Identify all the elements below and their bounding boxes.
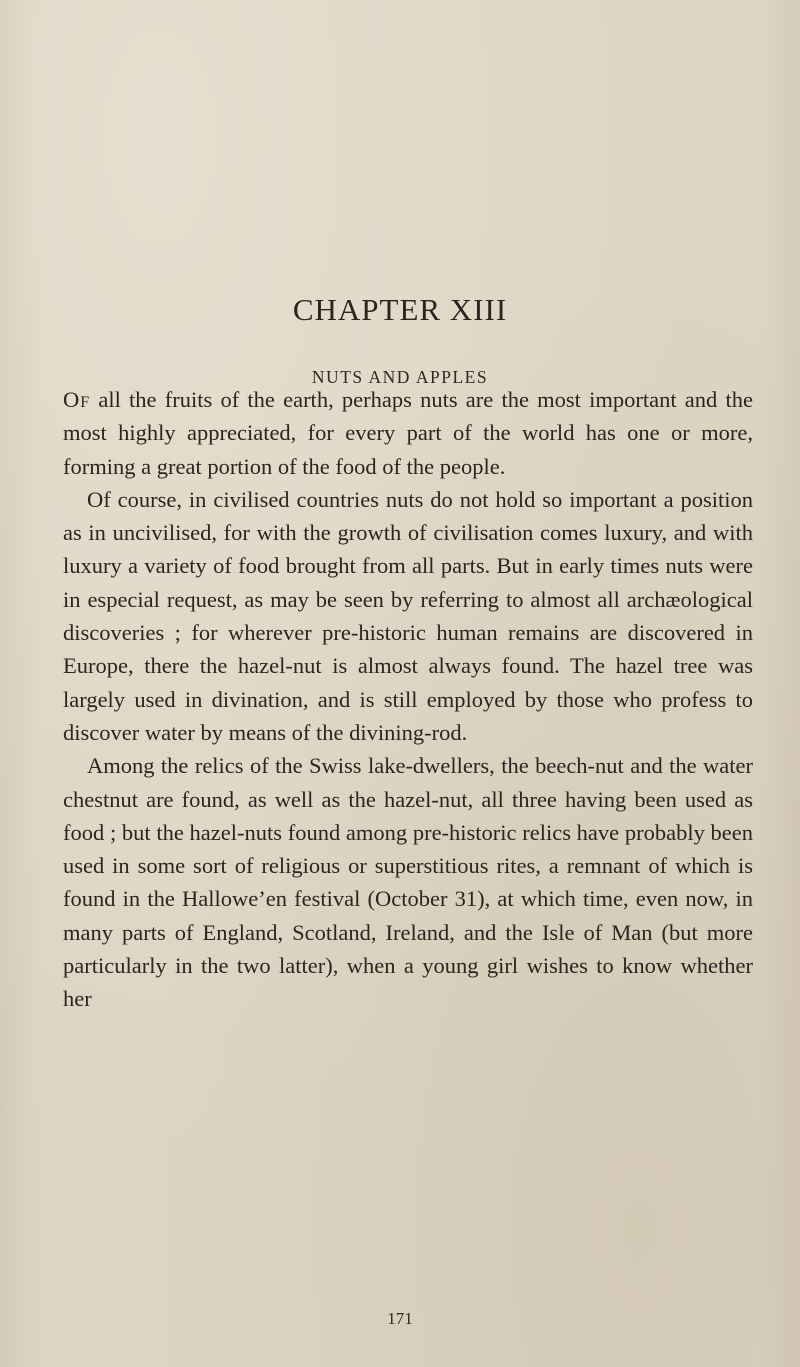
body-text: [63, 383, 753, 1016]
paragraph-1: [63, 383, 753, 483]
paragraph-1-text: all the fruits of the earth, perhaps nuts are the most important and the most highly appreciated, for every part of the world has one or more, forming a great portion of the food of the people.: [63, 387, 753, 479]
page-number: 171: [387, 1309, 413, 1328]
paragraph-2: Of course, in civilised countries nuts do not hold so important a position as in uncivilised, for with the growth of civilisation comes luxury, and with luxury a variety of food brought from all parts. But in early times nuts were in especial request, as may be seen by referring to almost all archæological discoveries ; for wherever pre-historic human remains are discovered in Europe, there the hazel-nut is almost always found. The hazel tree was largely used in divination, and is still employed by those who profess to discover water by means of the divining-rod.: [63, 486, 753, 745]
chapter-subtitle: NUTS AND APPLES: [311, 367, 489, 387]
paragraph-3: Among the relics of the Swiss lake-dwellers, the beech-nut and the water chestnut are found, as well as the hazel-nut, all three having been used as food ; but the hazel-nuts found among pre-historic relics have probably been used in some sort of religious or superstitious rites, a remnant of which is found in the Hallowe’en festival (October 31), at which time, even now, in many parts of England, Scotland, Ireland, and the Isle of Man (but more particularly in the two latter), when a young girl wishes to know whether her: [63, 753, 753, 1012]
chapter-title: CHAPTER XIII: [292, 292, 508, 327]
paragraph-lead-word: Of: [63, 387, 91, 412]
